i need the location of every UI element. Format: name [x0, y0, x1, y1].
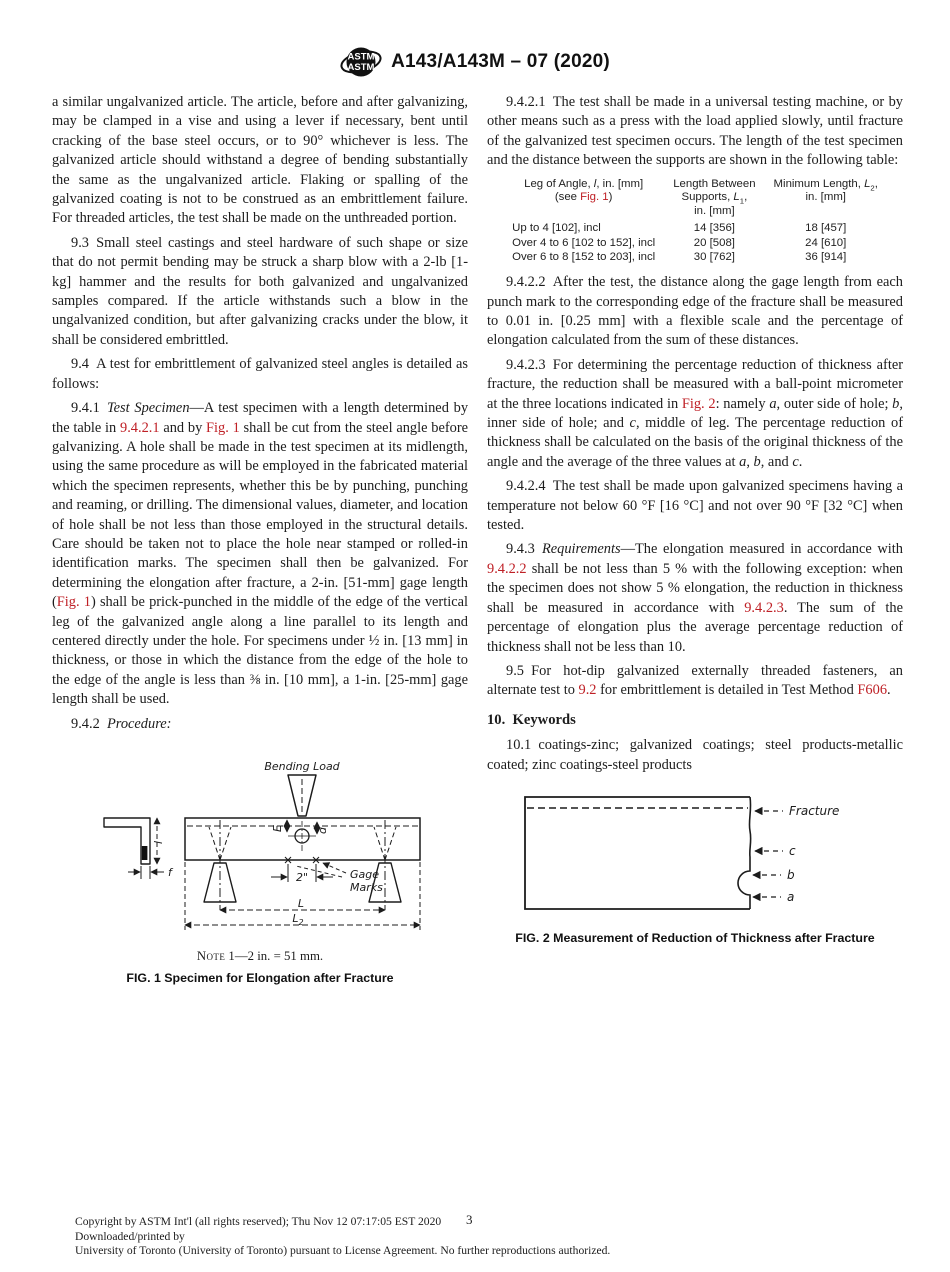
cross-reference-link[interactable]: 9.2: [578, 682, 597, 699]
figure-2-caption: FIG. 2 Measurement of Reduction of Thickness after Fracture: [515, 931, 875, 946]
supports-table: [503, 178, 887, 266]
table-header-leg: Leg of Angle, l, in. [mm] (see Fig. 1): [524, 177, 644, 204]
dim-L2-label: $L_2$: [292, 912, 304, 927]
table-cell: Up to 4 [102], incl: [512, 221, 601, 234]
keywords-heading: 10. Keywords: [487, 711, 576, 728]
fracture-label: Fracture: [789, 803, 840, 818]
paragraph-9-4-1: 9.4.1 Test Specimen—A test specimen with a length determined by the table in 9.4.2.1 and by Fig. 1 shall be cut from the steel angle before galvanizing. A hole shall be made in the test specimen at its midlength, using the same procedure as will be employed in the fabricated material which the specimen represents, whether this be by punching, punching and reaming, or drilling. The dimensional values, diameter, and location of hole shall be not less than those employed in the structural details. Care should be taken not to place the hole near stamped or rolled-in identification marks. The specimen shall then be galvanized. For determining the elongation after fracture, a 2-in. [51-mm] gage length (Fig. 1) shall be prick-punched in the middle of the edge of the vertical leg of the galvanized angle along a line parallel to its length and centered directly under the hole. For specimens under ½ in. [13 mm] in thickness, or those in which the distance from the edge of the hole to the edge of the angle is less than ⅜ in. [10 mm], a 1-in. [25-mm] gage length shall be used.: [52, 400, 469, 708]
astm-logo-text2: ASTM: [347, 62, 375, 73]
paragraph-9-5: 9.5 For hot-dip galvanized externally threaded fasteners, an alternate test to 9.2 for embrittlement is detailed in Test Method F606.: [487, 662, 903, 699]
page-footer: [75, 1215, 610, 1259]
astm-logo-icon: [340, 44, 382, 80]
paragraph-9-4-3: 9.4.3 Requirements—The elongation measured in accordance with 9.4.2.2 shall be not less than 5 % with the following exception: when the specimen does not show 5 % elongation, the reduction in thickness shall be measured in accordance with 9.4.2.3. The sum of the percentage of elongation plus the average percentage reduction of thickness shall not be less than 10.: [487, 541, 903, 655]
dim-E-label: E: [271, 825, 284, 832]
figure-1-note: Note 1—2 in. = 51 mm.: [196, 949, 324, 964]
page-header: [0, 0, 950, 80]
figure-2-drawing: [495, 791, 895, 921]
paragraph-10-1: 10.1 coatings-zinc; galvanized coatings; steel products-metallic coated; zinc coatings-steel products: [487, 737, 903, 773]
document-title: A143/A143M – 07 (2020): [391, 51, 610, 72]
paragraph-9-4: 9.4 A test for embrittlement of galvanized steel angles is detailed as follows:: [52, 356, 468, 392]
table-cell: 18 [457]: [805, 221, 847, 234]
dim-d-label: d: [316, 827, 329, 834]
svg-text:Marks: Marks: [350, 881, 383, 894]
table-row: [503, 251, 887, 266]
cross-reference-link[interactable]: 9.4.2.1: [120, 419, 160, 436]
specimen-outline: [525, 797, 750, 909]
cross-reference-link[interactable]: F606: [857, 682, 888, 699]
cross-reference-link[interactable]: Fig. 2: [681, 395, 716, 412]
dim-f-label: f: [168, 866, 172, 879]
cross-reference-link[interactable]: 9.4.2.3: [744, 599, 784, 616]
table-row: [503, 236, 887, 251]
table-header-min-length: Minimum Length, $L_2$, in. [mm]: [773, 177, 878, 204]
two-column-body: [0, 80, 950, 988]
page-number: 3: [466, 1212, 473, 1227]
bending-load-label: Bending Load: [264, 760, 340, 773]
paragraph-9-4-2: 9.4.2 Procedure:: [71, 715, 172, 732]
footer-license: University of Toronto (University of Toronto) pursuant to License Agreement. No further reproductions authorized.: [75, 1244, 611, 1258]
table-cell: 20 [508]: [693, 236, 735, 249]
paragraph-9-4-2-4: 9.4.2.4 The test shall be made upon galvanized specimens having a temperature not below 60 °F [16 °C] and not over 90 °F [32 °C] when tested.: [487, 478, 903, 534]
location-a-label: a: [787, 889, 795, 904]
figure-1-caption: FIG. 1 Specimen for Elongation after Fracture: [126, 970, 394, 985]
table-cell: 36 [914]: [805, 251, 847, 264]
table-cell: Over 4 to 6 [102 to 152], incl: [512, 236, 656, 249]
cross-reference-link[interactable]: Fig. 1: [56, 594, 91, 611]
table-cell: 30 [762]: [693, 251, 735, 264]
paragraph-9-4-2-3: 9.4.2.3 For determining the percentage reduction of thickness after fracture, the reduction shall be measured with a ball-point micrometer at the three locations indicated in Fig. 2: namely a, outer side of hole; b, inner side of hole; and c, middle of leg. The percentage reduction of thickness shall be calculated on the basis of the original thickness of the angle and the average of the three values at a, b, and c.: [487, 356, 903, 470]
footer-copyright: Copyright by ASTM Int'l (all rights reserved); Thu Nov 12 07:17:05 EST 2020: [75, 1215, 442, 1229]
paragraph-9-4-2-1: 9.4.2.1 The test shall be made in a universal testing machine, or by other means such as a press with the load applied slowly, until fracture of the galvanized test specimen occurs. The length of the test specimen and the distance between the supports are shown in the following table:: [487, 94, 903, 169]
astm-logo-text: ASTM: [347, 51, 375, 63]
paragraph-9-3: 9.3 Small steel castings and steel hardware of such shape or size that do not permit bending may be struck a sharp blow with a 2-lb [1-kg] hammer and the results for both galvanized and ungalvanized samples compared. If the article withstands such a blow in the ungalvanized condition, but after galvanizing cracks under the blow, it shall be considered embrittled.: [52, 234, 468, 348]
figure-2: [487, 791, 903, 949]
gage-length-2in-label: 2": [295, 871, 309, 884]
table-header-length-between: Length Between Supports, $L_1$, in. [mm]: [673, 177, 756, 217]
right-column: [487, 93, 903, 988]
paragraph-9-4-2-2: 9.4.2.2 After the test, the distance along the gage length from each punch mark to the corresponding edge of the fracture shall be measured to 0.01 in. [0.25 mm] with a flexible scale and the percentage of elongation calculated from the sum of these distances.: [487, 274, 903, 349]
dim-l-label: l: [152, 840, 165, 844]
table-row: [503, 221, 887, 236]
figure-1: [52, 760, 468, 988]
cross-reference-link[interactable]: Fig. 1: [580, 191, 609, 204]
footer-downloaded: Downloaded/printed by: [75, 1229, 185, 1243]
figure-1-drawing: [90, 760, 430, 940]
left-column: [52, 93, 468, 988]
location-b-label: b: [787, 867, 795, 882]
table-cell: 14 [356]: [693, 221, 735, 234]
location-c-label: c: [789, 843, 796, 858]
paragraph-continuation: a similar ungalvanized article. The article, before and after galvanizing, may be clamped in a vise and using a lever if necessary, bent until cracking of the base steel occurs, or to 90° whichever is less. The galvanized article should withstand a degree of bending substantially the same as the ungalvanized article. Flaking or spalling of the galvanized coating is not to be construed as an embrittlement failure. For threaded articles, the test shall be made on the unthreaded portion.: [52, 94, 468, 227]
gage-marks-label: Gage: [350, 868, 380, 881]
fracture-edge: [738, 797, 751, 909]
table-cell: 24 [610]: [805, 236, 847, 249]
dim-L-label: L: [297, 897, 305, 910]
table-cell: Over 6 to 8 [152 to 203], incl: [512, 251, 656, 264]
cross-reference-link[interactable]: 9.4.2.2: [487, 560, 527, 577]
cross-reference-link[interactable]: Fig. 1: [206, 419, 240, 436]
